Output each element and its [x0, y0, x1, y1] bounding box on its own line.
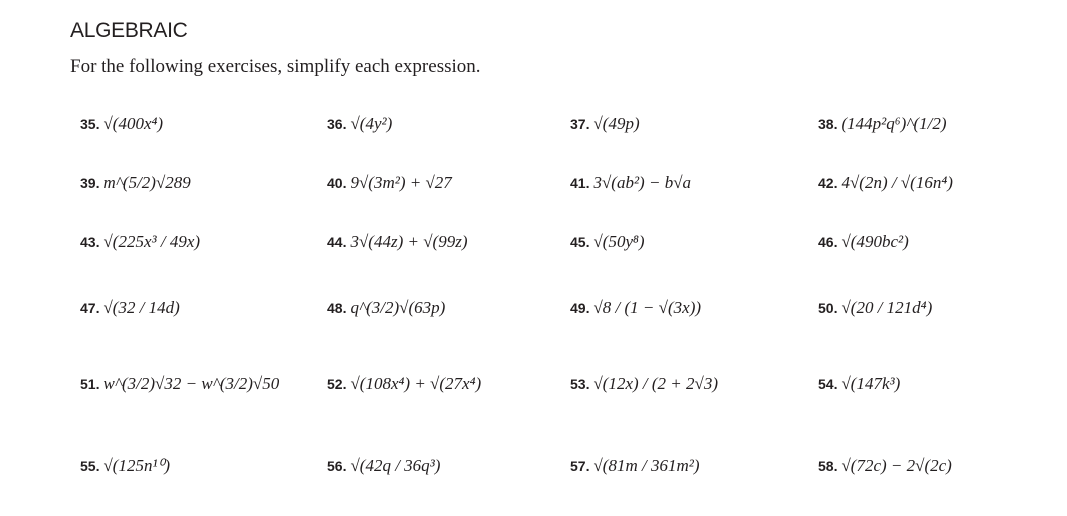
exercise-50 — [818, 280, 932, 336]
exercise-number: 37. — [570, 116, 590, 132]
exercise-number: 46. — [818, 234, 838, 250]
exercise-number: 53. — [570, 376, 590, 392]
exercise-number: 54. — [818, 376, 838, 392]
exercise-48 — [327, 280, 445, 336]
exercise-39 — [80, 155, 191, 211]
exercise-number: 48. — [327, 300, 347, 316]
exercise-number: 47. — [80, 300, 100, 316]
exercise-expression: √(4y²) — [350, 114, 393, 133]
exercise-38 — [818, 96, 947, 152]
exercise-expression: √(42q / 36q³) — [350, 456, 441, 475]
exercise-58 — [818, 438, 952, 494]
section-heading: ALGEBRAIC — [70, 19, 188, 42]
exercise-number: 55. — [80, 458, 100, 474]
exercise-56 — [327, 438, 440, 494]
exercise-number: 51. — [80, 376, 100, 392]
exercise-number: 44. — [327, 234, 347, 250]
exercise-expression: √(49p) — [593, 114, 640, 133]
exercise-55 — [80, 438, 170, 494]
exercise-40 — [327, 155, 452, 211]
section-instructions: For the following exercises, simplify each expression. — [70, 56, 481, 77]
exercise-expression: 3√(44z) + √(99z) — [350, 232, 468, 251]
exercise-46 — [818, 214, 909, 270]
exercise-expression: √(50y⁸) — [593, 232, 645, 251]
exercise-number: 35. — [80, 116, 100, 132]
exercise-expression: √(81m / 361m²) — [593, 456, 700, 475]
exercise-49 — [570, 280, 701, 336]
exercise-number: 38. — [818, 116, 838, 132]
exercise-52 — [327, 356, 481, 412]
exercise-expression: √(225x³ / 49x) — [103, 232, 201, 251]
exercise-number: 58. — [818, 458, 838, 474]
exercise-expression: (144p²q⁶)^(1/2) — [841, 114, 947, 133]
exercise-37 — [570, 96, 640, 152]
exercise-expression: √(108x⁴) + √(27x⁴) — [350, 374, 482, 393]
exercise-number: 57. — [570, 458, 590, 474]
exercise-41 — [570, 155, 691, 211]
exercise-43 — [80, 214, 200, 270]
exercise-expression: √(72c) − 2√(2c) — [841, 456, 952, 475]
exercise-expression: √(12x) / (2 + 2√3) — [593, 374, 719, 393]
exercise-51 — [80, 356, 279, 412]
exercise-number: 39. — [80, 175, 100, 191]
exercise-expression: √(20 / 121d⁴) — [841, 298, 933, 317]
exercise-expression: √(125n¹⁰) — [103, 456, 171, 475]
exercise-expression: q^(3/2)√(63p) — [350, 298, 446, 317]
exercise-number: 56. — [327, 458, 347, 474]
exercise-36 — [327, 96, 392, 152]
exercise-number: 36. — [327, 116, 347, 132]
exercise-expression: √(147k³) — [841, 374, 901, 393]
exercise-35 — [80, 96, 163, 152]
exercise-expression: m^(5/2)√289 — [103, 173, 191, 192]
exercise-expression: 4√(2n) / √(16n⁴) — [841, 173, 953, 192]
exercise-expression: √8 / (1 − √(3x)) — [593, 298, 702, 317]
exercise-number: 45. — [570, 234, 590, 250]
exercise-expression: √(32 / 14d) — [103, 298, 180, 317]
exercise-54 — [818, 356, 900, 412]
exercise-42 — [818, 155, 953, 211]
exercise-number: 52. — [327, 376, 347, 392]
exercise-53 — [570, 356, 718, 412]
exercise-number: 40. — [327, 175, 347, 191]
exercise-expression: 9√(3m²) + √27 — [350, 173, 452, 192]
exercise-number: 49. — [570, 300, 590, 316]
exercise-expression: √(400x⁴) — [103, 114, 164, 133]
exercise-expression: w^(3/2)√32 − w^(3/2)√50 — [103, 374, 280, 393]
exercise-expression: √(490bc²) — [841, 232, 909, 251]
exercise-number: 50. — [818, 300, 838, 316]
exercise-number: 42. — [818, 175, 838, 191]
exercise-45 — [570, 214, 645, 270]
exercise-number: 43. — [80, 234, 100, 250]
exercise-47 — [80, 280, 180, 336]
exercise-57 — [570, 438, 700, 494]
exercise-44 — [327, 214, 467, 270]
exercise-expression: 3√(ab²) − b√a — [593, 173, 692, 192]
exercise-number: 41. — [570, 175, 590, 191]
